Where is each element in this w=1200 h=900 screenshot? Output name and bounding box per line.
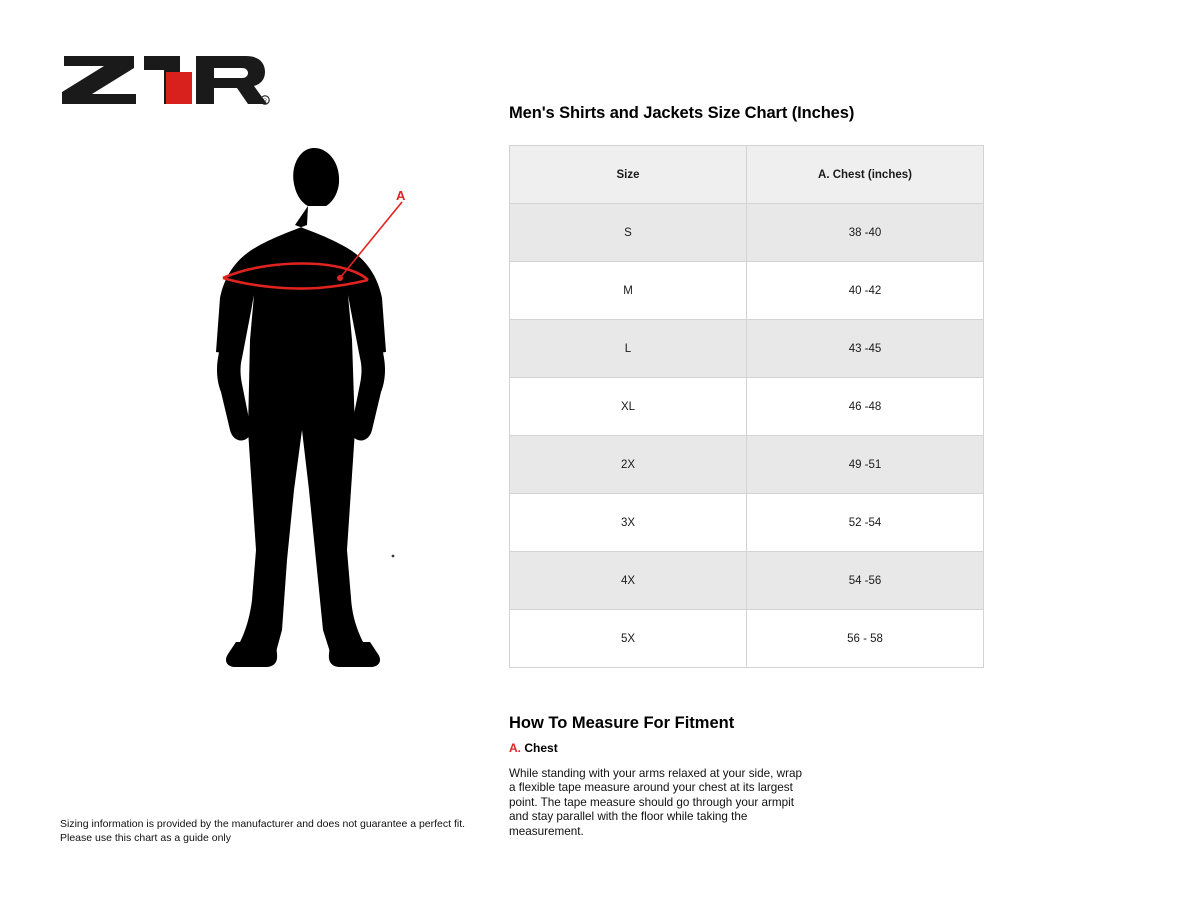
- table-row: [510, 610, 984, 668]
- how-to-measure-title: How To Measure For Fitment: [509, 714, 735, 732]
- cell-size: 5X: [510, 610, 747, 668]
- cell-chest: 54 -56: [747, 552, 984, 610]
- disclaimer-footer: [60, 817, 465, 845]
- column-header-size: Size: [510, 146, 747, 204]
- table-row: [510, 494, 984, 552]
- size-chart-table: [509, 145, 984, 668]
- disclaimer-line-2: Please use this chart as a guide only: [60, 832, 232, 844]
- cell-chest: 46 -48: [747, 378, 984, 436]
- table-header-row: [510, 146, 984, 204]
- cell-chest: 52 -54: [747, 494, 984, 552]
- measure-item-description: While standing with your arms relaxed at your side, wrap a flexible tape measure around your chest at its largest point. The tape measure should go through your armpit and stay parallel with the floor while taking the measurement.: [509, 766, 802, 839]
- cell-size: S: [510, 204, 747, 262]
- cell-size: M: [510, 262, 747, 320]
- table-row: [510, 204, 984, 262]
- cell-chest: 40 -42: [747, 262, 984, 320]
- table-row: [510, 262, 984, 320]
- cell-size: 4X: [510, 552, 747, 610]
- cell-size: XL: [510, 378, 747, 436]
- cell-chest: 56 - 58: [747, 610, 984, 668]
- cell-chest: 38 -40: [747, 204, 984, 262]
- cell-size: 2X: [510, 436, 747, 494]
- disclaimer-line-1: Sizing information is provided by the manufacturer and does not guarantee a perfect fit.: [60, 818, 466, 830]
- column-header-chest: A. Chest (inches): [747, 146, 984, 204]
- how-to-measure-section: [509, 714, 985, 840]
- chart-title: Men's Shirts and Jackets Size Chart (Inches): [509, 104, 855, 122]
- measure-item-name: Chest: [524, 741, 558, 755]
- table-row: [510, 552, 984, 610]
- measure-item-heading: [509, 741, 985, 755]
- brand-logo: [60, 50, 270, 108]
- cell-chest: 49 -51: [747, 436, 984, 494]
- table-row: [510, 378, 984, 436]
- table-row: [510, 436, 984, 494]
- cell-size: L: [510, 320, 747, 378]
- cell-size: 3X: [510, 494, 747, 552]
- svg-text:R: R: [263, 98, 267, 105]
- body-figure-illustration: [190, 130, 450, 680]
- measure-item-letter: A.: [509, 741, 521, 755]
- table-row: [510, 320, 984, 378]
- cell-chest: 43 -45: [747, 320, 984, 378]
- size-chart-panel: [509, 104, 985, 851]
- chest-measure-label: A: [396, 188, 406, 203]
